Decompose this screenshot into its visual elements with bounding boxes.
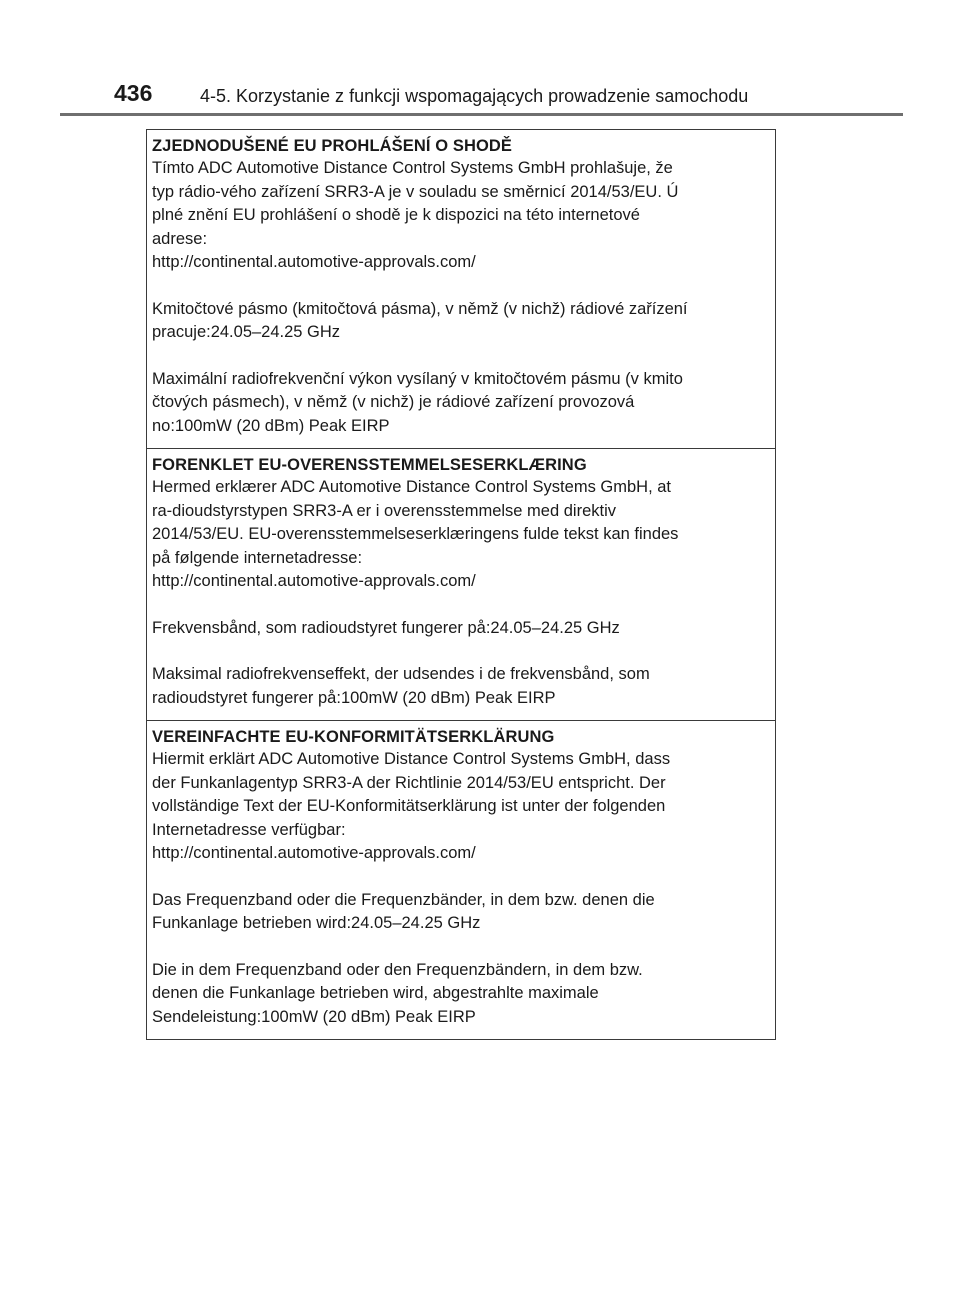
text-line: Frekvensbånd, som radioudstyret fungerer på:24.05–24.25 GHz (152, 618, 620, 637)
text-line: Hiermit erklärt ADC Automotive Distance Control Systems GmbH, dass (152, 750, 671, 768)
page-header (60, 76, 903, 116)
text-line: vollständige Text der EU-Konformitätserklärung ist unter der folgenden (152, 797, 666, 815)
text-line: čtových pásmech), v němž (v nichž) je rádiové zařízení provozová (152, 393, 635, 411)
text-line: plné znění EU prohlášení o shodě je k dispozici na této internetové (152, 206, 640, 224)
text-line: Die in dem Frequenzband oder den Frequenzbändern, in dem bzw. (152, 960, 643, 979)
text-line: adrese: (152, 229, 208, 248)
text-line: Kmitočtové pásmo (kmitočtová pásma), v němž (v nichž) rádiové zařízení (152, 299, 688, 318)
text-line: på følgende internetadresse: (152, 548, 363, 567)
text-line: Sendeleistung:100mW (20 dBm) Peak EIRP (152, 1007, 476, 1026)
section-paragraph (152, 617, 769, 641)
section-heading: VEREINFACHTE EU-KONFORMITÄTSERKLÄRUNG (152, 728, 555, 746)
text-line: Hermed erklærer ADC Automotive Distance Control Systems GmbH, at (152, 478, 672, 496)
declaration-section-czech (147, 130, 775, 448)
page-number: 436 (114, 80, 153, 106)
text-line: http://continental.automotive-approvals.com/ (152, 253, 476, 271)
text-line: http://continental.automotive-approvals.com/ (152, 844, 476, 862)
text-line: http://continental.automotive-approvals.com/ (152, 572, 476, 590)
text-line: denen die Funkanlage betrieben wird, abgestrahlte maximale (152, 984, 599, 1002)
section-paragraph (152, 748, 769, 866)
section-heading: ZJEDNODUŠENÉ EU PROHLÁŠENÍ O SHODĚ (152, 137, 513, 155)
text-line: typ rádio-vého zařízení SRR3-A je v souladu se směrnicí 2014/53/EU. Ú (152, 182, 679, 201)
header-rule (60, 113, 903, 116)
text-line: Maksimal radiofrekvenseffekt, der udsendes i de frekvensbånd, som (152, 665, 650, 683)
text-line: der Funkanlagentyp SRR3-A der Richtlinie 2014/53/EU entspricht. Der (152, 773, 666, 792)
declaration-section-danish (147, 448, 775, 720)
section-paragraph (152, 889, 769, 936)
text-line: Maximální radiofrekvenční výkon vysílaný v kmitočtovém pásmu (v kmito (152, 369, 683, 388)
text-line: ra-dioudstyrstypen SRR3-A er i overensstemmelse med direktiv (152, 501, 617, 520)
declaration-table (146, 129, 776, 1040)
section-paragraph (152, 476, 769, 594)
text-line: Internetadresse verfügbar: (152, 820, 346, 839)
text-line: Tímto ADC Automotive Distance Control Systems GmbH prohlašuje, že (152, 159, 673, 177)
section-paragraph (152, 157, 769, 275)
section-paragraph (152, 663, 769, 710)
section-paragraph (152, 298, 769, 345)
text-line: no:100mW (20 dBm) Peak EIRP (152, 416, 390, 435)
chapter-title: 4-5. Korzystanie z funkcji wspomagających prowadzenie samochodu (200, 86, 749, 106)
text-line: radioudstyret fungerer på:100mW (20 dBm) Peak EIRP (152, 688, 556, 707)
text-line: 2014/53/EU. EU-overensstemmelseserklæringens fulde tekst kan findes (152, 525, 679, 543)
section-heading: FORENKLET EU-OVERENSSTEMMELSESERKLÆRING (152, 456, 587, 474)
text-line: Funkanlage betrieben wird:24.05–24.25 GHz (152, 914, 481, 932)
section-paragraph (152, 959, 769, 1030)
declaration-section-german (147, 720, 775, 1039)
text-line: pracuje:24.05–24.25 GHz (152, 323, 341, 341)
text-line: Das Frequenzband oder die Frequenzbänder, in dem bzw. denen die (152, 890, 655, 909)
section-paragraph (152, 368, 769, 439)
